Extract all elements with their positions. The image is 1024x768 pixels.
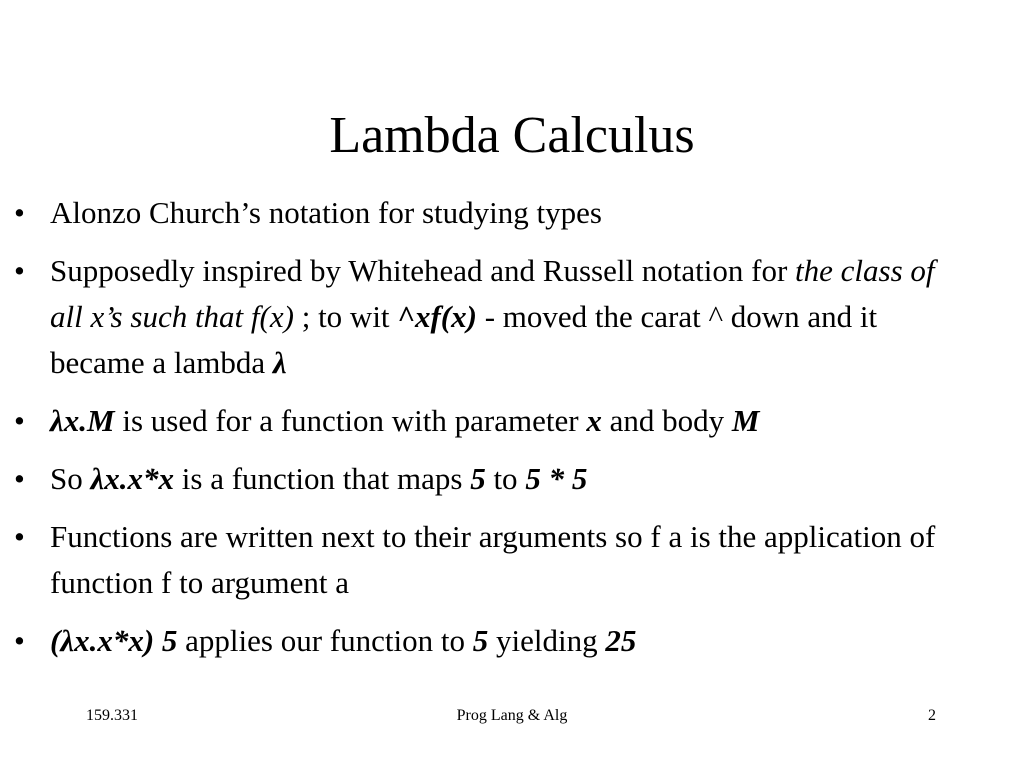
bullet-dot: • bbox=[14, 403, 25, 438]
footer-course-code: 159.331 bbox=[86, 707, 138, 724]
bullet-emphasis: 5 bbox=[470, 461, 486, 496]
bullet-list bbox=[0, 190, 1000, 676]
bullet-item bbox=[0, 248, 970, 386]
bullet-emphasis: 5 bbox=[472, 623, 489, 658]
bullet-item bbox=[0, 456, 970, 502]
bullet-text: is a function that maps bbox=[174, 461, 471, 496]
bullet-item bbox=[0, 190, 970, 236]
footer-course-name: Prog Lang & Alg bbox=[456, 707, 568, 724]
bullet-dot: • bbox=[14, 461, 25, 496]
bullet-text: and body bbox=[601, 403, 732, 438]
bullet-emphasis: 5 * 5 bbox=[525, 461, 588, 496]
bullet-item bbox=[0, 398, 970, 444]
lambda-symbol: λ bbox=[272, 345, 287, 380]
bullet-text: applies our function to bbox=[177, 623, 473, 658]
bullet-dot: • bbox=[14, 623, 25, 658]
bullet-text: ; to wit bbox=[293, 299, 398, 334]
bullet-italic-text: the class of all x’s such that f(x) bbox=[50, 253, 935, 334]
footer-page-number: 2 bbox=[928, 707, 936, 724]
bullet-text: yielding bbox=[488, 623, 606, 658]
bullet-emphasis: ^xf(x) bbox=[397, 299, 477, 334]
bullet-text: So bbox=[50, 461, 91, 496]
bullet-emphasis: M bbox=[731, 403, 760, 438]
bullet-dot: • bbox=[14, 253, 25, 288]
bullet-text: Supposedly inspired by Whitehead and Russell notation for bbox=[50, 253, 796, 288]
bullet-text: - moved the carat ^ down and it became a lambda bbox=[50, 299, 878, 380]
bullet-dot: • bbox=[14, 519, 25, 554]
bullet-dot: • bbox=[14, 195, 25, 230]
bullet-emphasis: 25 bbox=[605, 623, 637, 658]
bullet-emphasis: (λx.x*x) 5 bbox=[50, 623, 178, 658]
bullet-text: to bbox=[485, 461, 526, 496]
bullet-item bbox=[0, 514, 970, 606]
bullet-emphasis: λx.M bbox=[50, 403, 115, 438]
bullet-emphasis: x bbox=[586, 403, 602, 438]
slide-title: Lambda Calculus bbox=[329, 107, 695, 164]
bullet-text: is used for a function with parameter bbox=[114, 403, 587, 438]
bullet-text: Functions are written next to their arguments so f a is the application of function f to argument a bbox=[50, 519, 936, 600]
bullet-text: Alonzo Church’s notation for studying types bbox=[50, 195, 602, 230]
bullet-emphasis: λx.x*x bbox=[90, 461, 175, 496]
bullet-item bbox=[0, 618, 970, 664]
